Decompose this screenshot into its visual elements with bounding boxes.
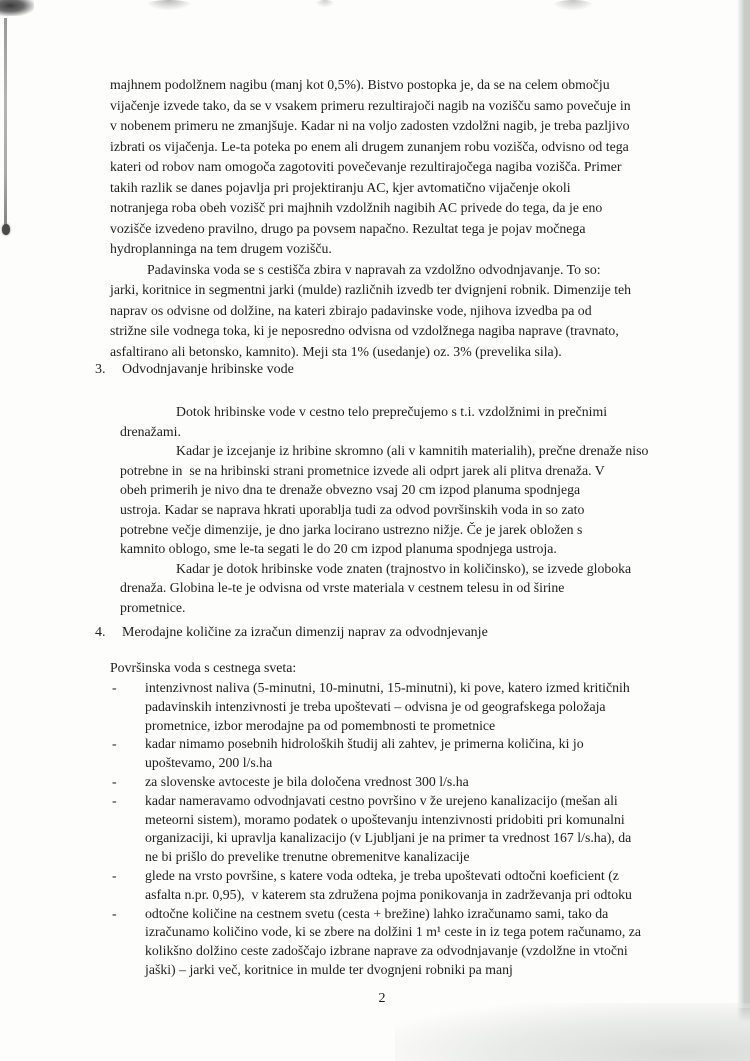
text-line: obeh primerih je nivo dna te drenaže obvezno vsaj 20 cm izpod planuma spodnjega (120, 482, 581, 498)
text-line: prometnice. (120, 599, 186, 615)
text-line: potrebne in se na hribinski strani prometnice izvede ali odprt jarek ali plitva drenaža. V (120, 462, 605, 478)
paragraph (110, 260, 631, 363)
text-line: organizaciji, ki upravlja kanalizacijo (v Ljubljani je na primer ta vrednost 167 l/s.ha), da (145, 830, 632, 846)
text-line: asfaltirano ali betonsko, kamnito). Meji sta 1% (usedanje) oz. 3% (prevelika sila). (110, 343, 562, 359)
text-line: jaški) – jarki več, koritnice in mulde ter dvognjeni robniki pa manj (145, 961, 513, 977)
text-line: za slovenske avtoceste je bila določena vrednost 300 l/s.ha (145, 773, 469, 789)
text-line: Kadar je dotok hribinske vode znaten (trajnostvo in količinsko), se izvede globoka (176, 560, 632, 576)
text-line: drenažami. (120, 423, 181, 439)
section-heading-3 (95, 362, 294, 378)
scan-artifact-top-smudge (316, 0, 334, 7)
paragraph (120, 402, 648, 441)
text-line: v nobenem primeru ne zmanjšuje. Kadar ni na voljo zadosten vzdolžni nagib, je treba pazljivo (110, 118, 630, 133)
scan-artifact-left-line-end (2, 224, 10, 235)
paragraph (120, 559, 648, 618)
scan-artifact-top-left-blob (0, 0, 34, 16)
text-line: strižne sile vodnega toka, ki je neposredno odvisna od vzdolžnega nagiba naprave (travnato, (110, 323, 619, 338)
text-line: vijačenje izvede tako, da se v vsakem primeru rezultirajoči nagib na vozišču samo povečuje in (110, 97, 631, 113)
text-line: drenaža. Globina le-te je odvisna od vrste materiala v cestnem telesu in od širine (120, 580, 565, 596)
bullet-item (110, 792, 641, 867)
bullet-item (110, 679, 641, 735)
bullet-marker: - (112, 773, 117, 789)
text-line: kadar nameravamo odvodnjavati cestno površino v že urejeno kanalizacijo (mešan ali (145, 792, 618, 808)
text-line: kateri od robov nam omogoča zagotoviti povečevanje rezultirajočega nagiba vozišča. Primer (110, 159, 622, 174)
heading-number: 4. (95, 625, 106, 640)
text-line: prometnice, izbor merodajne pa od pomembnosti te prometnice (145, 717, 496, 733)
text-line: upoštevamo, 200 l/s.ha (145, 755, 273, 771)
bullet-item (110, 905, 641, 980)
text-line: intenzivnost naliva (5-minutni, 10-minutni, 15-minutni), ki pove, katero izmed kritičnih (145, 680, 630, 695)
bullet-item (110, 773, 641, 792)
bullet-marker: - (112, 736, 117, 752)
text-line: naprav os odvisne od dolžine, na kateri zbirajo padavinske vode, njihova izvedba pa od (110, 302, 592, 318)
scan-artifact-top-smudge (553, 0, 593, 10)
text-line: odtočne količine na cestnem svetu (cesta + brežine) lahko izračunamo sami, tako da (145, 905, 609, 921)
text-line: izbrati os vijačenja. Le-ta poteka po enem ali drugem zunanjem robu vozišča, odvisno od tega (110, 138, 629, 154)
text-line: hydroplanninga na tem drugem vozišču. (110, 241, 332, 256)
text-line: vozišče izvedeno pravilno, drugo pa povsem napačno. Rezultat tega je pojav močnega (110, 220, 586, 236)
scan-artifact-top-smudge (146, 0, 192, 10)
text-line: glede na vrsto površine, s katere voda odteka, je treba upoštevati odtočni koeficient (z (145, 867, 619, 883)
scan-artifact-right-edge (737, 0, 750, 1061)
text-line: padavinskih intenzivnosti je treba upoštevati – odvisna je od geografskega položaja (145, 698, 606, 714)
text-line: meteorni sistem), moramo podatek o upoštevanju intenzivnosti pridobiti pri komunalni (145, 811, 625, 827)
scan-artifact-bottom-shadow (395, 1003, 750, 1061)
bullet-marker: - (112, 905, 117, 921)
bullet-marker: - (112, 680, 117, 695)
page-number: 2 (378, 991, 386, 1006)
bullet-item (110, 735, 641, 773)
scan-artifact-right-edge-bottom (737, 1008, 750, 1061)
text-line: ustroja. Kadar se naprava hkrati uporablja tudi za odvod površinskih voda in so zato (120, 501, 585, 517)
text-line: kolikšno dolžino ceste zadoščajo izbrane naprave za odvodnjavanje (vzdolžne in vtočni (145, 943, 628, 959)
text-line: ne bi prišlo do prevelike trenutne obremenitve kanalizacije (145, 849, 470, 865)
text-line: takih razlik se danes pojavlja pri projektiranju AC, kjer avtomatično vijačenje okoli (110, 179, 571, 195)
bullet-list (110, 679, 641, 980)
section-3-body (120, 402, 648, 618)
text-line: Kadar je izcejanje iz hribine skromno (ali v kamnitih materialih), prečne drenaže niso (176, 443, 649, 459)
section-heading-4 (95, 625, 488, 641)
surface-water-intro: Površinska voda s cestnega sveta: (110, 660, 297, 675)
text-line: potrebne večje dimenzije, je dno jarka locirano ustrezno nižje. Če je jarek obložen s (120, 521, 583, 537)
text-line: izračunamo količino vode, ki se zbere na dolžini 1 m¹ ceste in iz tega potem računamo, za (145, 924, 642, 940)
heading-number: 3. (95, 362, 106, 377)
heading-title: Merodajne količine za izračun dimenzij naprav za odvodnjevanje (122, 625, 488, 640)
text-line: asfalta n.pr. 0,95), v katerem sta združena pojma ponikovanja in zadrževanja pri odtoku (145, 886, 632, 902)
bullet-item (110, 867, 641, 905)
text-line: Dotok hribinske vode v cestno telo preprečujemo s t.i. vzdolžnimi in prečnimi (176, 404, 608, 419)
scan-artifact-left-line (4, 18, 7, 226)
text-line: majhnem podolžnem nagibu (manj kot 0,5%). Bistvo postopka je, da se na celem območju (110, 77, 610, 92)
heading-title: Odvodnjavanje hribinske vode (122, 362, 294, 377)
text-line: Padavinska voda se s cestišča zbira v napravah za vzdolžno odvodnjavanje. To so: (147, 261, 601, 277)
text-line: kadar nimamo posebnih hidroloških študij ali zahtev, je primerna količina, ki jo (145, 736, 584, 752)
bullet-marker: - (112, 792, 117, 808)
bullet-marker: - (112, 867, 117, 883)
text-line: notranjega roba obeh vozišč pri majhnih vzdolžnih nagibih AC privede do tega, da je eno (110, 200, 603, 215)
text-line: jarki, koritnice in segmentni jarki (mulde) različnih izvedb ter dvignjeni robnik. Dimenzije teh (110, 282, 632, 297)
paragraph (120, 441, 648, 559)
paragraph (110, 75, 631, 260)
intro-paragraphs (110, 75, 631, 362)
text-line: kamnito oblogo, sme le-ta segati le do 20 cm izpod planuma spodnjega ustroja. (120, 541, 557, 557)
